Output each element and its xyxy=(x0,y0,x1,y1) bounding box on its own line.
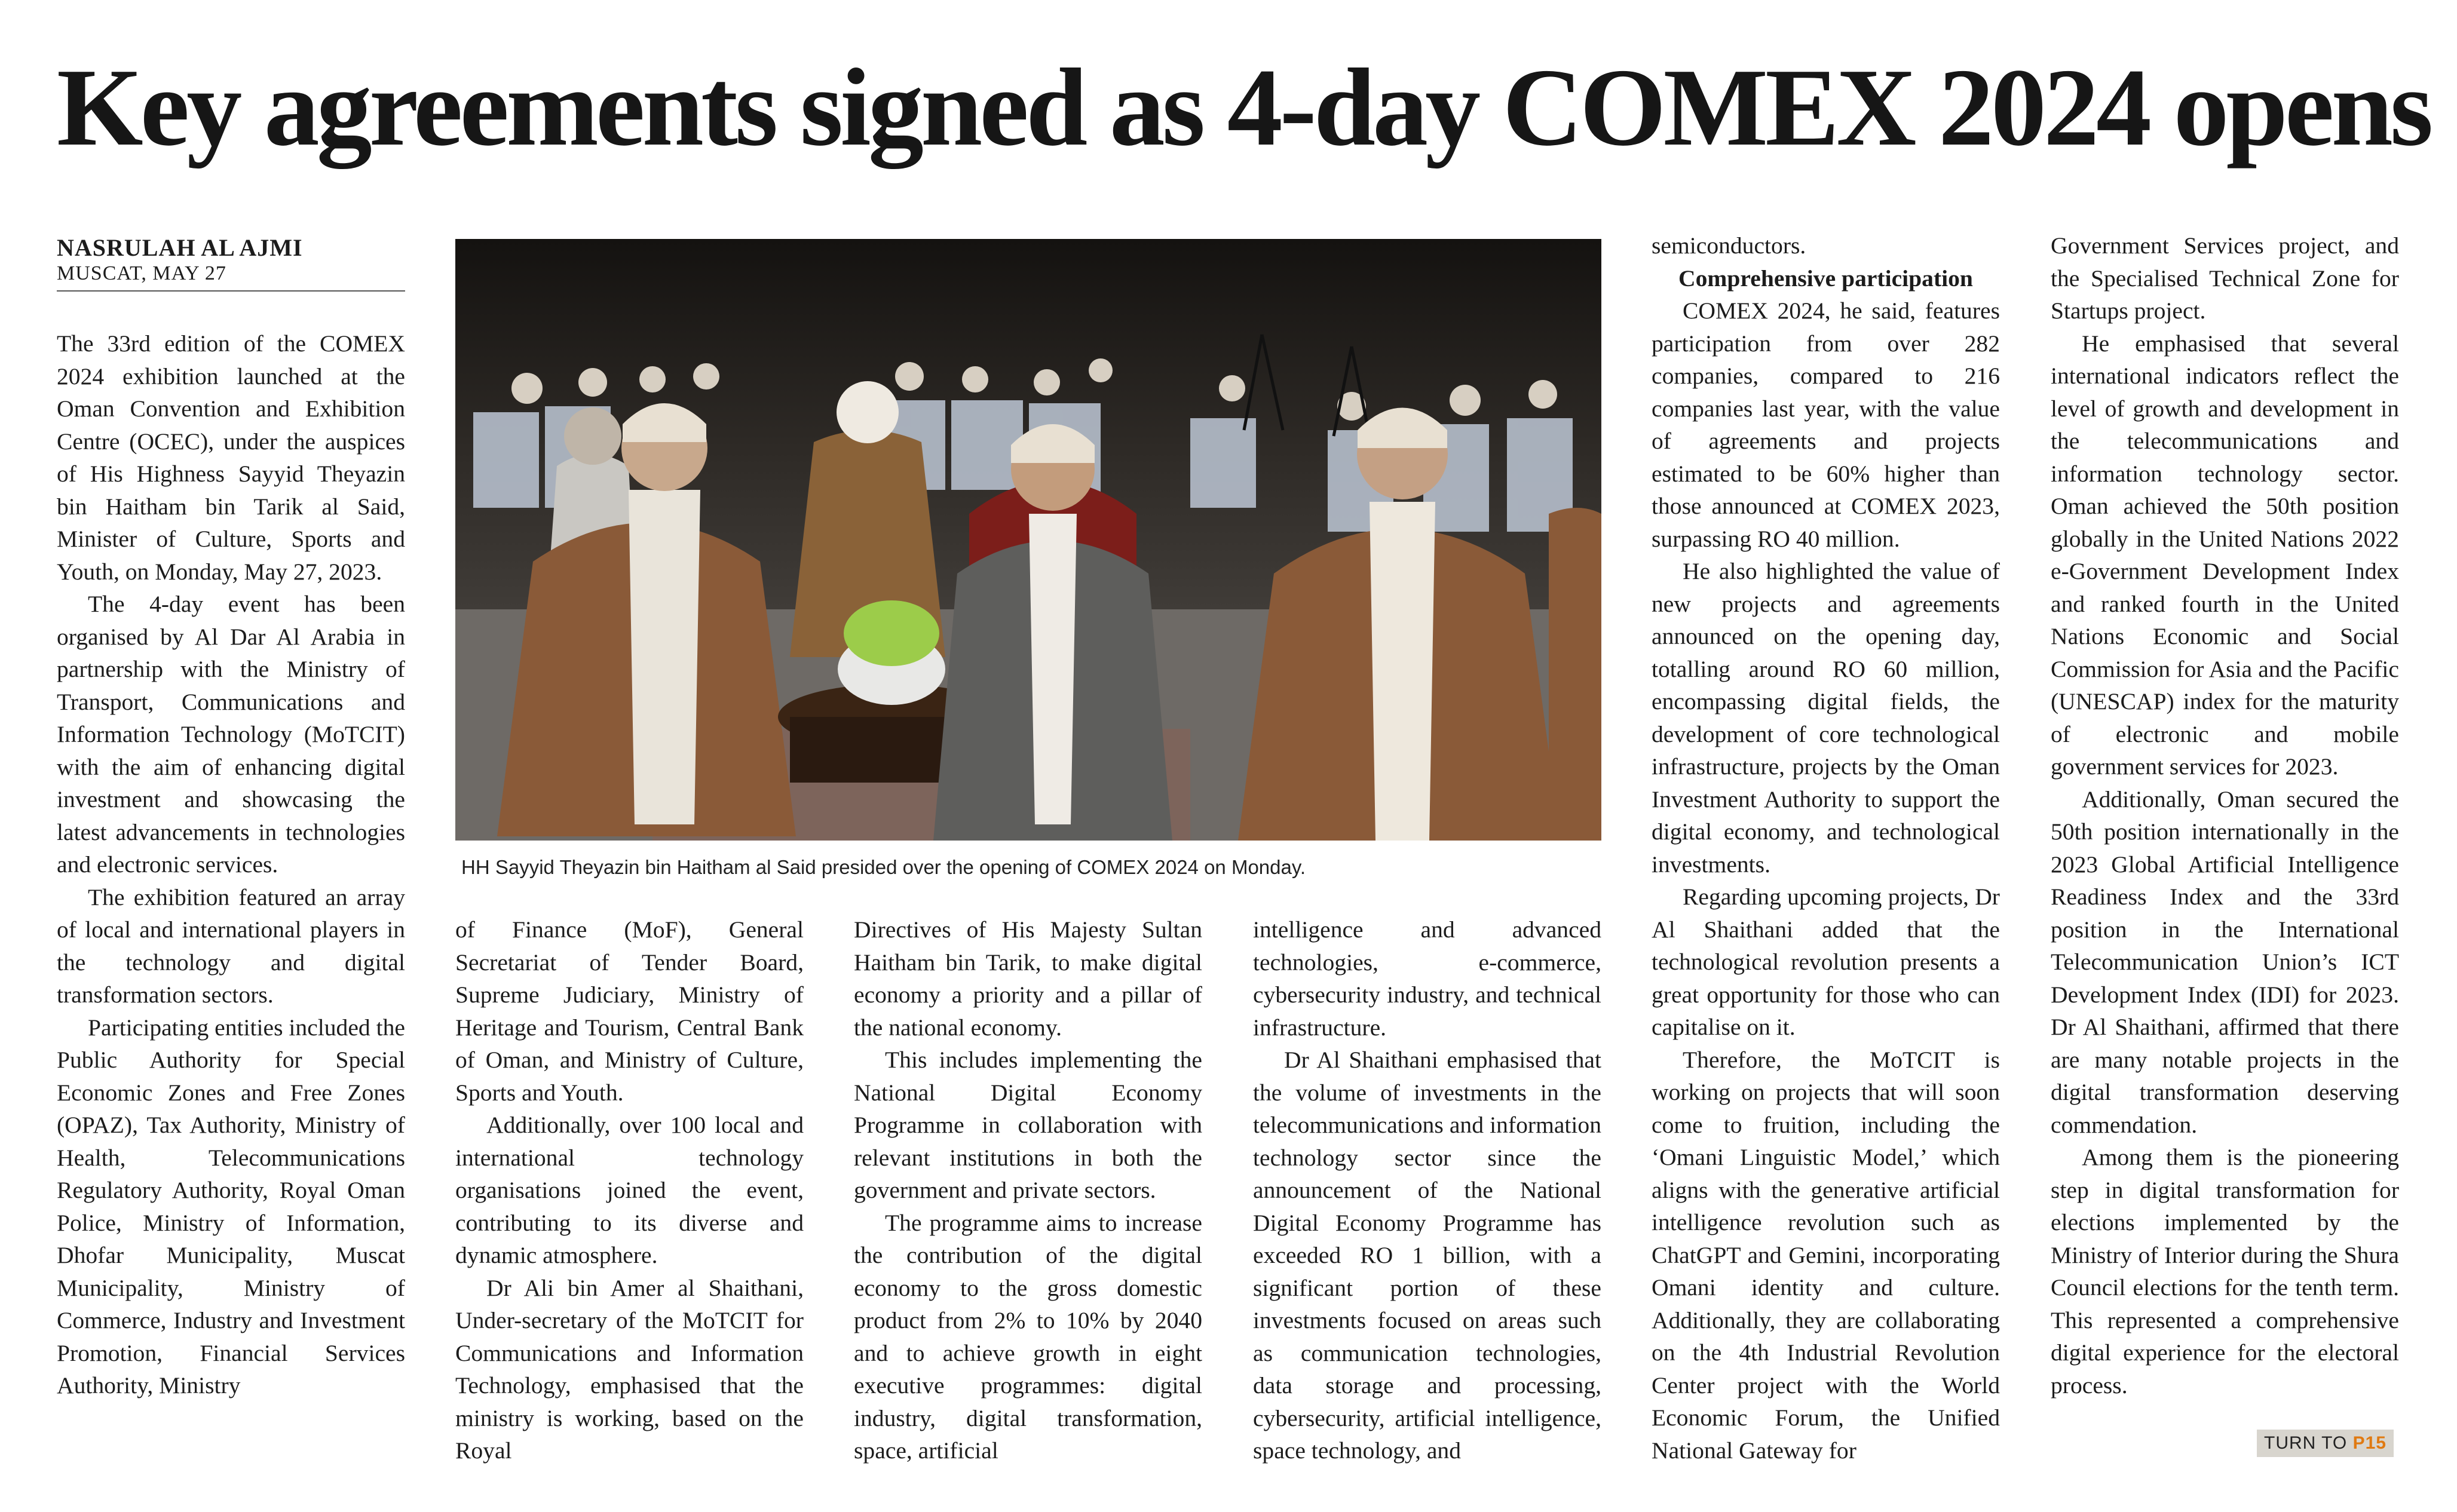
article-column-6 xyxy=(2051,229,2399,1401)
paragraph: This includes implementing the National Digital Economy Programme in collaboration with relevant institutions in both the government and private sectors. xyxy=(854,1047,1202,1203)
news-photo xyxy=(455,239,1601,841)
article-column-1 xyxy=(57,327,405,1402)
paragraph: semiconductors. xyxy=(1652,232,1806,259)
photo-caption: HH Sayyid Theyazin bin Haitham al Said presided over the opening of COMEX 2024 on Monday. xyxy=(461,856,1306,878)
paragraph: The 4-day event has been organised by Al Dar Al Arabia in partnership with the Ministry of Transport, Communications and Information Technology (MoTCIT) with the aim of enhancing digital investment and showcasing the latest advancements in technologies and electronic services. xyxy=(57,591,405,878)
paragraph: Dr Al Shaithani emphasised that the volume of investments in the telecommunications and information technology sector since the announcement of the National Digital Economy Programme has exceeded RO 1 billion, with a significant portion of these investments focused on areas such as communication technologies, data storage and processing, cybersecurity, artificial intelligence, space technology, and xyxy=(1253,1047,1601,1464)
paragraph: COMEX 2024, he said, features participation from over 282 companies, compared to 216 companies last year, with the value of agreements and projects estimated to be 60% higher than those announced at COMEX 2023, surpassing RO 40 million. xyxy=(1652,298,2000,552)
article-column-4 xyxy=(1253,913,1601,1467)
paragraph: Dr Ali bin Amer al Shaithani, Under-secretary of the MoTCIT for Communications and Information Technology, emphasised that the ministry is working, based on the Royal xyxy=(455,1274,804,1464)
paragraph: The programme aims to increase the contribution of the digital economy to the gross domestic product from 2% to 10% by 2040 and to achieve growth in eight executive programmes: digital industry, digital transformation, space, artificial xyxy=(854,1209,1202,1464)
photo-illustration xyxy=(455,239,1601,841)
article-column-2 xyxy=(455,913,804,1467)
article-column-5 xyxy=(1652,229,2000,1467)
jump-reference xyxy=(2257,1430,2394,1457)
author-name: NASRULAH AL AJMI xyxy=(57,234,303,261)
dateline: MUSCAT, MAY 27 xyxy=(57,262,226,284)
paragraph: Directives of His Majesty Sultan Haitham bin Tarik, to make digital economy a priority and a pillar of the national economy. xyxy=(854,916,1202,1041)
paragraph: The 33rd edition of the COMEX 2024 exhibition launched at the Oman Convention and Exhibition Centre (OCEC), under the auspices of His Highness Sayyid Theyazin bin Haitham bin Tarik al Said, Minister of Culture, Sports and Youth, on Monday, May 27, 2023. xyxy=(57,330,405,585)
paragraph: Participating entities included the Public Authority for Special Economic Zones and Free Zones (OPAZ), Tax Authority, Ministry of Health, Telecommunications Regulatory Authority, Royal Oman Police, Ministry of Information, Dhofar Municipality, Muscat Municipality, Ministry of Commerce, Industry and Investment Promotion, Financial Services Authority, Ministry xyxy=(57,1014,405,1398)
paragraph: intelligence and advanced technologies, e-commerce, cybersecurity industry, and technical infrastructure. xyxy=(1253,916,1601,1041)
paragraph: of Finance (MoF), General Secretariat of Tender Board, Supreme Judiciary, Ministry of Heritage and Tourism, Central Bank of Oman, and Ministry of Culture, Sports and Youth. xyxy=(455,916,804,1106)
paragraph: He also highlighted the value of new projects and agreements announced on the opening day, totalling around RO 60 million, encompassing digital fields, the development of core technological infrastructure, projects by the Oman Investment Authority to support the digital economy, and technological investments. xyxy=(1652,558,2000,878)
byline xyxy=(57,234,405,292)
paragraph: Regarding upcoming projects, Dr Al Shaithani added that the technological revolution presents a great opportunity for those who can capitalise on it. xyxy=(1652,884,2000,1040)
jump-page: P15 xyxy=(2352,1433,2386,1453)
subheading: Comprehensive participation xyxy=(1678,265,1973,292)
paragraph: Additionally, Oman secured the 50th position internationally in the 2023 Global Artificial Intelligence Readiness Index and the 33rd position in the International Telecommunication Union’s ICT Development Index (IDI) for 2023. Dr Al Shaithani, affirmed that there are many notable projects in the digital transformation deserving commendation. xyxy=(2051,786,2399,1138)
article-column-3 xyxy=(854,913,1202,1467)
paragraph: Government Services project, and the Specialised Technical Zone for Startups project. xyxy=(2051,232,2399,324)
paragraph: Additionally, over 100 local and international technology organisations joined the event, contributing to its diverse and dynamic atmosphere. xyxy=(455,1112,804,1268)
paragraph: Therefore, the MoTCIT is working on projects that will soon come to fruition, including the ‘Omani Linguistic Model,’ which aligns with the generative artificial intelligence revolution such as ChatGPT and Gemini, incorporating Omani identity and culture. Additionally, they are collaborating on the 4th Industrial Revolution Center project with the World Economic Forum, the Unified National Gateway for xyxy=(1652,1046,2000,1464)
jump-label: TURN TO xyxy=(2264,1433,2348,1453)
paragraph: Among them is the pioneering step in digital transformation for elections implemented by the Ministry of Interior during the Shura Council elections for the tenth term. This represented a comprehensive digital experience for the electoral process. xyxy=(2051,1144,2399,1398)
paragraph: The exhibition featured an array of local and international players in the technology and digital transformation sectors. xyxy=(57,884,405,1008)
paragraph: He emphasised that several international indicators reflect the level of growth and development in the telecommunications and information technology sector. Oman achieved the 50th position globally in the United Nations 2022 e-Government Development Index and ranked fourth in the United Nations Economic and Social Commission for Asia and the Pacific (UNESCAP) index for the maturity of electronic and mobile government services for 2023. xyxy=(2051,330,2399,780)
headline: Key agreements signed as 4-day COMEX 2024 opens xyxy=(57,46,2431,169)
